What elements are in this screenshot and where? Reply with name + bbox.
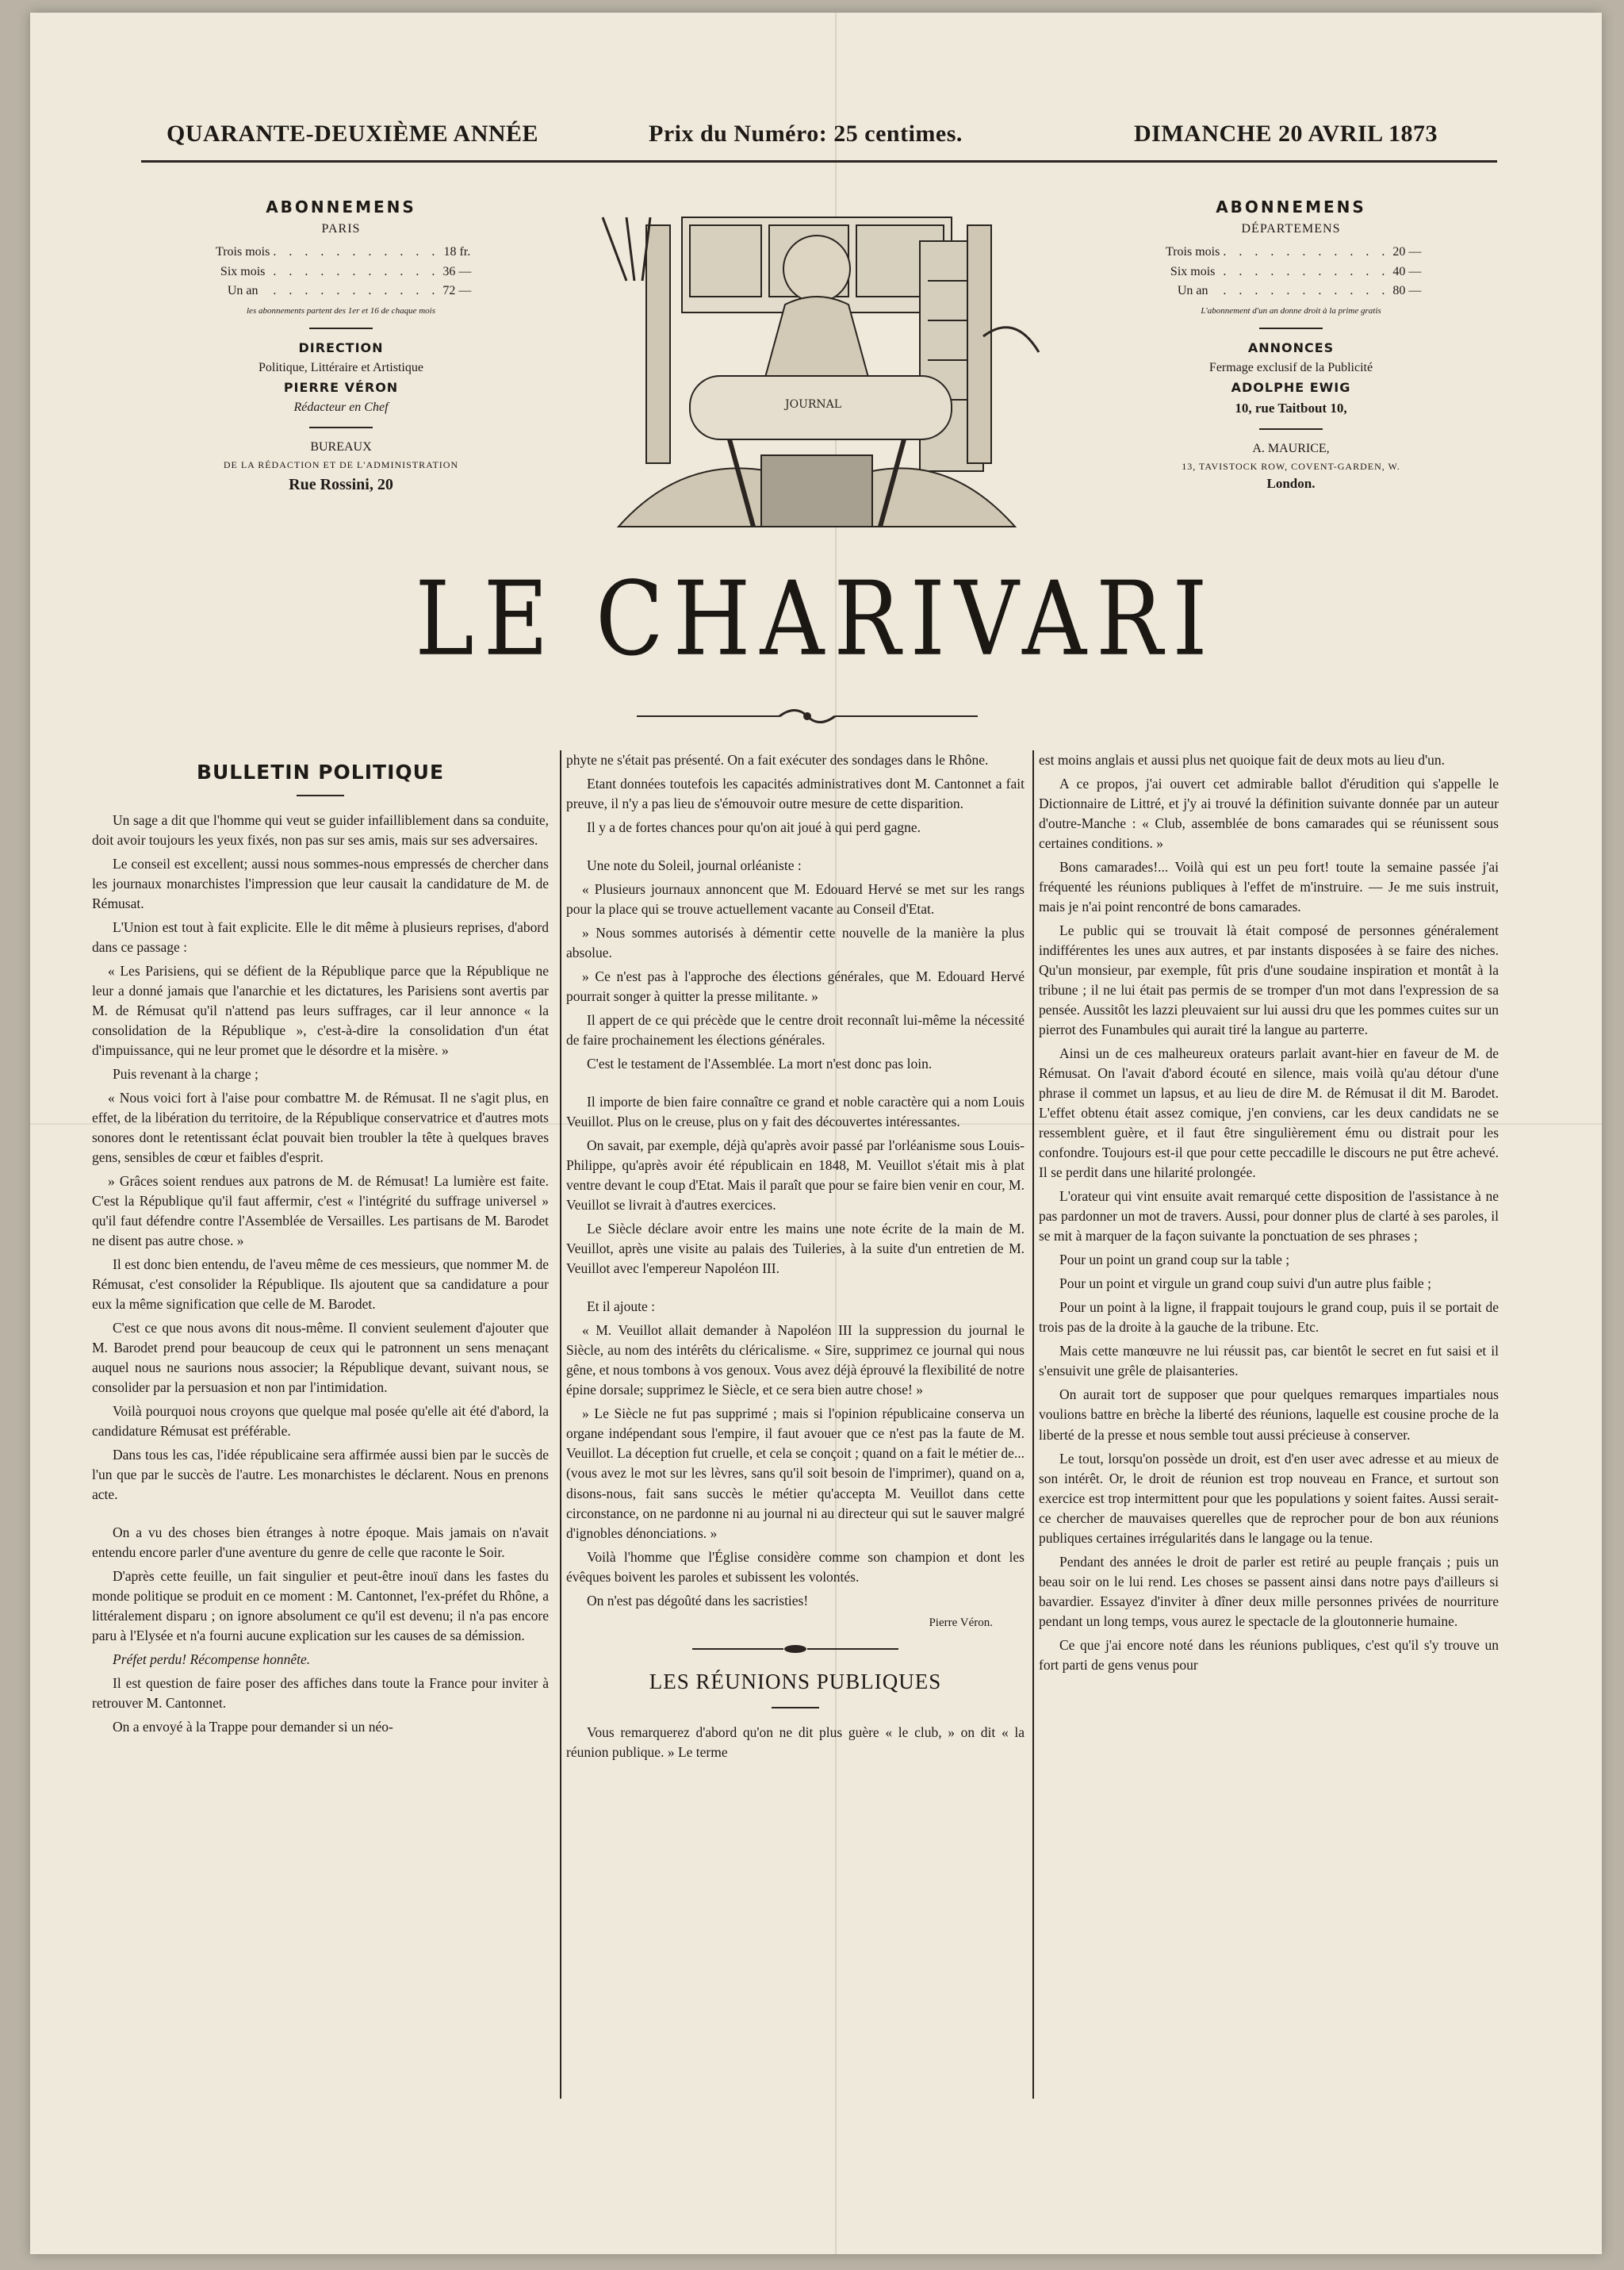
dot-leader: . . . . . . . . . . . [273,264,440,278]
dot-leader: . . . . . . . . . . . [273,284,440,298]
spacer [566,1078,1025,1092]
abo-row [214,243,473,263]
london-city: London. [1266,476,1316,492]
paragraph: » Le Siècle ne fut pas supprimé ; mais si l'opinion républicaine conserva un organe indépendant sous l'empire, il faut avouer que ce n'est pas la faute de M. Veuillot. La déception fut cruelle, et cela se conçoit ; quand on a fait le métier de... (vous avez le mot sur les lèvres, sans qu'il soit besoin de l'imprimer), quand on a, disons-nous, fait sans succès le métier qu'accepta M. Veuillot dans cette circonstance, on ne pardonne ni au journal ni au directeur qui sut le sauver malgré d'ignobles dénonciations. » [566,1405,1025,1541]
abo-row-price: 80 — [1392,284,1422,298]
abo-row-price: 18 fr. [443,244,471,259]
abo-row-price: 20 — [1392,244,1422,259]
paragraph: Il importe de bien faire connaître ce grand et noble caractère qui a nom Louis Veuillot. Plus on le creuse, plus on y fait des découvertes intéressantes. [566,1094,1025,1130]
section-heading: BULLETIN POLITIQUE [196,761,445,784]
paragraph: Pour un point et virgule un grand coup suivi d'un autre plus faible ; [1059,1275,1431,1292]
paragraph: » Nous sommes autorisés à démentir cette nouvelle de la manière la plus absolue. [566,925,1025,961]
paragraph: Le conseil est excellent; aussi nous sommes-nous empressés de chercher dans les journaux monarchistes l'impression que leur causait la candidature de M. de Rémusat. [92,855,549,911]
column-3 [1039,750,1499,1679]
title-ornament [637,704,978,728]
paragraph: Il appert de ce qui précède que le centre droit reconnaît lui-même la nécessité de faire prochainement les élections générales. [566,1012,1025,1049]
london-agent: A. MAURICE, [1252,441,1330,455]
signature: Pierre Véron. [929,1616,993,1629]
abo-note: les abonnements partent des 1er et 16 de chaque mois [247,306,435,316]
abo-row [214,263,473,282]
paragraph: Vous remarquerez d'abord qu'on ne dit plus guère « le club, » on dit « la réunion publique. » Le terme [566,1724,1025,1760]
abo-row-price: 36 — [442,264,472,278]
paragraph: Ainsi un de ces malheureux orateurs parlait avant-hier en faveur de M. de Rémusat. On l'avait d'abord écouté en silence, mais voilà qu'au détour d'une phrase il commet un lapsus, et au lieu de dire M. de Rémusat il dit M. Barodet. L'effet obtenu était assez comique, j'en conviens, car les deux candidats ne se ressemblent guère, et il faut être singulièrement ému ou distrait pour les confondre. Toujours est-il que pour cette peccadille le discours ne put être achevé. Il se perdit dans une hilarité prolongée. [1039,1045,1499,1181]
abo-rule [309,427,373,428]
abo-heading: ABONNEMENS [266,197,416,217]
column-2 [566,750,1025,1766]
paragraph: Puis revenant à la charge ; [113,1065,259,1082]
paragraph: On a vu des choses bien étranges à notre époque. Mais jamais on n'avait entendu encore parler d'une aventure du genre de celle que raconte le Soir. [92,1524,549,1561]
paragraph: C'est ce que nous avons dit nous-même. Il convient seulement d'ajouter que M. Barodet prend pour beaucoup de ceux qui le patronnent un sens menaçant auquel nous ne saurions nous associer; la République devant, suivant nous, se consolider par la persuasion et non par l'intimidation. [92,1320,549,1396]
year-label: QUARANTE-DEUXIÈME ANNÉE [167,121,539,147]
dot-leader: . . . . . . . . . . . [1223,244,1390,259]
paragraph: « Plusieurs journaux annoncent que M. Edouard Hervé se met sur les rangs pour la place qui se trouve actuellement vacante au Conseil d'Etat. [566,881,1025,918]
abo-row-price: 40 — [1392,264,1422,278]
direction-sub: Politique, Littéraire et Artistique [259,361,423,375]
annonces-sub: Fermage exclusif de la Publicité [1208,361,1373,375]
bureaux-title: BUREAUX [310,440,372,454]
paragraph: Le tout, lorsqu'on possède un droit, est d'en user avec adresse et au mieux de son intérêt. Or, le droit de réunion est trop nouveau en France, et surtout son exercice est trop intermittent pour que les populations y soient faites. Aussi serait-ce chercher de mauvaises querelles que de reprocher pour de bon aux réunions publiques certaines irrégularités dans le langage ou la tenue. [1039,1450,1499,1546]
abo-rule [309,328,373,329]
masthead-engraving [571,194,1063,574]
heading-rule [772,1707,819,1708]
agent-address: 10, rue Taitbout 10, [1235,400,1347,416]
abo-heading: ABONNEMENS [1216,197,1366,217]
paragraph: A ce propos, j'ai ouvert cet admirable ballot d'érudition qui s'appelle le Dictionnaire de Littré, et j'y ai trouvé la définition suivante donnée par un auteur d'outre-Manche : « Club, assemblée de bons camarades qui se réunissent sous certaines conditions. » [1039,776,1499,852]
paragraph: » Ce n'est pas à l'approche des élections générales, que M. Edouard Hervé pourrait songer à quitter la presse militante. » [566,968,1025,1005]
newspaper-page [30,13,1602,2254]
paragraph: Il est donc bien entendu, de l'aveu même de ces messieurs, que nommer M. de Rémusat, c'est consolider la République. Ils ajoutent que sa candidature a pour eux la même signification que celle de M. Barodet. [92,1256,549,1313]
column-1 [92,750,549,1741]
abo-sub: DÉPARTEMENS [1241,222,1341,236]
paragraph: On n'est pas dégoûté dans les sacristies! [587,1592,809,1609]
paragraph: Pendant des années le droit de parler est retiré au peuple français ; puis un beau soir on le lui rend. Les choses se passent ainsi dans notre pays d'ailleurs si bavardier. Essayez d'inviter à dîner deux mille personnes privées de nourriture pendant un long temps, vous aurez le spectacle de la gloutonnerie humaine. [1039,1553,1499,1629]
paragraph: Pour un point un grand coup sur la table ; [1059,1252,1290,1268]
paragraph: phyte ne s'était pas présenté. On a fait exécuter des sondages dans le Rhône. [566,752,989,768]
bureaux-address: Rue Rossini, 20 [289,475,393,493]
newspaper-title: LE CHARIVARI [415,560,1217,679]
dot-leader: . . . . . . . . . . . [1223,284,1390,298]
director-role: Rédacteur en Chef [293,400,389,414]
abo-row-label: Un an [227,284,259,298]
top-rule [141,160,1497,163]
abo-row-label: Six mois [220,264,266,278]
price-label: Prix du Numéro: 25 centimes. [649,121,963,147]
abo-row-price: 72 — [442,284,472,298]
abo-sub: PARIS [321,222,361,236]
paragraph: Dans tous les cas, l'idée républicaine sera affirmée aussi bien par le succès de l'un que par le succès de l'autre. Les monarchistes le déclarent. Nous en prenons acte. [92,1447,549,1503]
paragraph: « Nous voici fort à l'aise pour combattre M. de Rémusat. Il ne s'agit plus, en effet, de la libération du territoire, de la République conservatrice et d'autres mots sonores dont le retentissant éclat pouvait bien troubler la tête à quelques braves gens, sensibles de cœur et faibles d'esprit. [92,1089,549,1165]
subscriptions-paris [174,195,508,497]
abo-price-table [214,243,473,301]
paragraph: Etant données toutefois les capacités administratives dont M. Cantonnet a fait preuve, il n'y a pas lieu de s'émouvoir outre mesure de cette disparition. [566,776,1025,812]
abo-row-label: Trois mois [216,244,270,259]
abo-row [1164,243,1423,263]
column-rule [1032,750,1034,2099]
section-heading: LES RÉUNIONS PUBLIQUES [649,1670,942,1694]
paragraph: Et il ajoute : [587,1298,656,1315]
abo-row-label: Six mois [1170,264,1216,278]
heading-rule [297,795,344,796]
spacer [92,1509,549,1523]
paragraph: L'orateur qui vint ensuite avait remarqué cette disposition de l'assistance à ne pas pardonner un mot de travers. Aussi, pour donner plus de clarté à ses paroles, il se mit à marquer de la façon suivante la ponctuation de ses phrases ; [1039,1188,1499,1244]
dot-leader: . . . . . . . . . . . [1223,264,1390,278]
abo-row [214,282,473,301]
abo-note: L'abonnement d'un an donne droit à la prime gratis [1201,306,1381,316]
paragraph: On a envoyé à la Trappe pour demander si un néo- [113,1719,393,1735]
abo-price-table [1164,243,1423,301]
annonces-title: ANNONCES [1247,340,1335,356]
paragraph: On aurait tort de supposer que pour quelques remarques impartiales nous voulions battre en brèche la liberté des réunions, laquelle est cousine proche de la liberté de la presse et nous semble tout aussi précieuse à conserver. [1039,1386,1499,1443]
director-name: PIERRE VÉRON [283,379,399,395]
paragraph: « Les Parisiens, qui se défient de la République parce que la République ne leur a donné jamais que l'anarchie et les dictatures, les Parisiens sont avertis par M. de Rémusat qu'il n'attend pas leurs suffrages, car il leur annonce « la consolidation de la République », c'est-à-dire la consolidation d'un état d'impuissance, qui ne leur promet que le désordre et la misère. » [92,962,549,1058]
paragraph: Voilà l'homme que l'Église considère comme son champion et dont les évêques boivent les paroles et subissent les volontés. [566,1548,1025,1585]
paragraph: est moins anglais et aussi plus net quoique fait de deux mots au lieu d'un. [1039,752,1446,768]
direction-title: DIRECTION [298,340,384,356]
paragraph: Bons camarades!... Voilà qui est un peu fort! toute la semaine passée j'ai fréquenté les réunions publiques à l'effet de m'instruire. — Je me suis instruit, mais je n'ai point rencontré de bons camarades. [1039,859,1499,915]
abo-row-label: Trois mois [1166,244,1220,259]
agent-name: ADOLPHE EWIG [1231,379,1351,395]
paragraph: Pour un point à la ligne, il frappait toujours le grand coup, puis il se portait de trois pas de la droite à la gauche de la tribune. Etc. [1039,1299,1499,1336]
paragraph: Le public qui se trouvait là était composé de personnes généralement indifférentes les unes aux autres, et par instants disposées à se faire des niches. Qu'un monsieur, par exemple, fût pris d'une soudaine inspiration et montât à la tribune ; il ne lui était pas permis de se tromper d'un mot dans l'expression de sa pensée. Aussitôt les lazzi pleuvaient sur lui aussi dru que les pommes cuites sur un pierrot des Funambules qui aurait tiré la langue au parterre. [1039,922,1499,1038]
dot-leader: . . . . . . . . . . . [273,244,440,259]
paragraph: Ce que j'ai encore noté dans les réunions publiques, c'est qu'il s'y trouve un fort parti de gens venus pour [1039,1636,1499,1673]
subscriptions-departements [1124,195,1457,495]
date-label: DIMANCHE 20 AVRIL 1873 [1134,121,1438,147]
spacer [566,842,1025,856]
paragraph: Une note du Soleil, journal orléaniste : [587,857,802,874]
paragraph: Il est question de faire poser des affiches dans toute la France pour inviter à retrouver M. Cantonnet. [92,1675,549,1712]
paragraph: » Grâces soient rendues aux patrons de M. de Rémusat! La lumière est faite. C'est la République qu'il faut affermir, c'est « l'intégrité du suffrage universel » qu'il faut défendre contre l'Assemblée de Versailles. Les partisans de M. Barodet ne disent pas autre chose. » [92,1173,549,1249]
paragraph: L'Union est tout à fait explicite. Elle le dit même à plusieurs reprises, d'abord dans ce passage : [92,918,549,955]
bureaux-sub: DE LA RÉDACTION ET DE L'ADMINISTRATION [223,459,459,471]
paragraph: Voilà pourquoi nous croyons que quelque mal posée qu'elle ait été d'abord, la candidature Rémusat est préférable. [92,1403,549,1440]
section-ornament [684,1643,906,1655]
abo-rule [1259,328,1323,329]
london-address: 13, TAVISTOCK ROW, COVENT-GARDEN, W. [1182,460,1400,472]
paragraph: On savait, par exemple, déjà qu'après avoir passé par l'orléanisme sous Louis-Philippe, qu'après avoir été républicain en 1848, M. Veuillot s'était mis à plat ventre devant le coup d'Etat. Mais il paraît que pour se faire bien venir en cour, M. Veuillot se livrait à d'autres exercices. [566,1137,1025,1214]
abo-rule [1259,428,1323,430]
paragraph: « M. Veuillot allait demander à Napoléon III la suppression du journal le Siècle, au nom des intérêts du cléricalisme. « Sire, supprimez ce journal qui nous gêne, et nous tombons à vos genoux. Vous avez déjà éprouvé la flexibilité de notre épine dorsale; supprimez le Siècle, et ce sera bien autre chose! » [566,1322,1025,1398]
column-rule [560,750,561,2099]
paragraph: D'après cette feuille, un fait singulier et peut-être inouï dans les fastes du monde politique se produit en ce moment : M. Cantonnet, l'ex-préfet du Rhône, a littéralement disparu ; on ignore absolument ce qu'il est devenu; il n'a pas encore paru à l'Elysée et n'a fourni aucune explication sur les causes de sa démission. [92,1568,549,1644]
paragraph: Le Siècle déclare avoir entre les mains une note écrite de la main de M. Veuillot, après une visite au palais des Tuileries, à la suite d'un entretien de M. Veuillot avec l'empereur Napoléon III. [566,1221,1025,1277]
scroll-text: JOURNAL [785,398,842,411]
paragraph: Mais cette manœuvre ne lui réussit pas, car bientôt le secret en fut saisi et il s'ensuivit une grêle de plaisanteries. [1039,1343,1499,1379]
paragraph: Il y a de fortes chances pour qu'on ait joué à qui perd gagne. [587,819,921,836]
abo-row [1164,282,1423,301]
abo-row-label: Un an [1177,284,1208,298]
paragraph: C'est le testament de l'Assemblée. La mort n'est donc pas loin. [587,1056,933,1072]
paragraph: Préfet perdu! Récompense honnête. [113,1651,311,1668]
abo-row [1164,263,1423,282]
spacer [566,1283,1025,1297]
paragraph: Un sage a dit que l'homme qui veut se guider infailliblement dans sa conduite, doit avoir toujours les yeux fixés, non pas sur ses amis, mais sur ses adversaires. [92,811,549,848]
